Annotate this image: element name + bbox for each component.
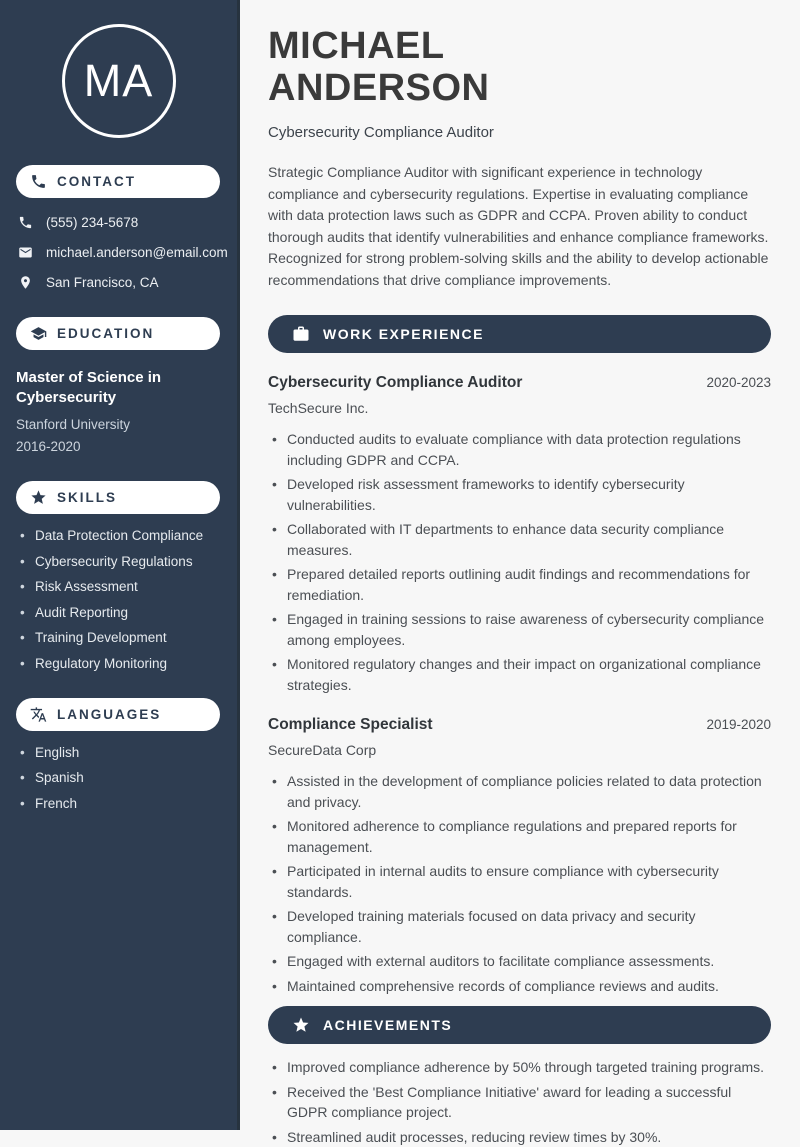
location-text: San Francisco, CA	[46, 275, 159, 290]
star-icon	[292, 1016, 310, 1034]
job-bullet: • Developed risk assessment frameworks to identify cybersecurity vulnerabilities.	[268, 474, 771, 515]
skill-item: • Regulatory Monitoring	[18, 657, 221, 671]
language-item: • Spanish	[18, 771, 221, 785]
job-entry-1	[268, 374, 771, 695]
achievements-title: ACHIEVEMENTS	[323, 1017, 452, 1033]
achievements-list	[268, 1057, 771, 1147]
job-header	[268, 374, 771, 392]
skill-item: • Risk Assessment	[18, 580, 221, 594]
location-pin-icon	[18, 275, 33, 290]
skills-section-title: SKILLS	[57, 490, 117, 505]
job-title: Cybersecurity Compliance Auditor	[268, 374, 522, 392]
job-bullet-list	[268, 771, 771, 996]
job-bullet: • Collaborated with IT departments to enhance data security compliance measures.	[268, 519, 771, 560]
skill-item: • Audit Reporting	[18, 606, 221, 620]
contact-email-row	[18, 245, 223, 260]
languages-section-header	[16, 698, 220, 731]
job-entry-2	[268, 716, 771, 996]
job-company: SecureData Corp	[268, 742, 771, 758]
job-dates: 2019-2020	[706, 717, 771, 732]
education-years: 2016-2020	[16, 439, 221, 454]
job-title-subtitle: Cybersecurity Compliance Auditor	[268, 124, 771, 141]
job-bullet: • Developed training materials focused on data privacy and security compliance.	[268, 906, 771, 947]
contact-section-title: CONTACT	[57, 174, 136, 189]
job-bullet: • Monitored regulatory changes and their impact on organizational compliance strategies.	[268, 654, 771, 695]
job-company: TechSecure Inc.	[268, 400, 771, 416]
languages-list	[18, 746, 221, 811]
job-header	[268, 716, 771, 734]
job-bullet: • Engaged in training sessions to raise awareness of cybersecurity compliance among employees.	[268, 609, 771, 650]
education-entry	[16, 368, 221, 454]
job-bullet: • Monitored adherence to compliance regulations and prepared reports for management.	[268, 816, 771, 857]
job-title: Compliance Specialist	[268, 716, 433, 734]
contact-phone-row	[18, 215, 223, 230]
language-item: • French	[18, 797, 221, 811]
main-content	[240, 0, 800, 1130]
page-title	[268, 25, 771, 109]
skill-item: • Cybersecurity Regulations	[18, 555, 221, 569]
name-first: MICHAEL	[268, 25, 771, 67]
skills-list	[18, 529, 221, 671]
job-bullet: • Assisted in the development of compliance policies related to data protection and privacy.	[268, 771, 771, 812]
professional-summary: Strategic Compliance Auditor with significant experience in technology compliance and cybersecurity regulations. Expertise in evaluating compliance with data protection laws such as GDPR and CCPA. Proven ability to conduct thorough audits that identify vulnerabilities and enhance compliance frameworks. Recognized for strong problem-solving skills and the ability to develop actionable recommendations that drive compliance improvements.	[268, 162, 771, 291]
skill-item: • Data Protection Compliance	[18, 529, 221, 543]
star-icon	[30, 489, 47, 506]
language-item: • English	[18, 746, 221, 760]
achievement-bullet: • Improved compliance adherence by 50% through targeted training programs.	[268, 1057, 771, 1078]
contact-section-header	[16, 165, 220, 198]
phone-icon	[30, 173, 47, 190]
job-bullet: • Engaged with external auditors to facilitate compliance assessments.	[268, 951, 771, 972]
briefcase-icon	[292, 325, 310, 343]
job-bullet: • Participated in internal audits to ensure compliance with cybersecurity standards.	[268, 861, 771, 902]
phone-number: (555) 234-5678	[46, 215, 138, 230]
skill-item: • Training Development	[18, 631, 221, 645]
job-dates: 2020-2023	[706, 375, 771, 390]
education-section-header	[16, 317, 220, 350]
achievement-bullet: • Streamlined audit processes, reducing review times by 30%.	[268, 1127, 771, 1147]
work-experience-title: WORK EXPERIENCE	[323, 326, 484, 342]
job-bullet: • Conducted audits to evaluate compliance with data protection regulations including GDPR and CCPA.	[268, 429, 771, 470]
work-experience-section-header	[268, 315, 771, 353]
education-section-title: EDUCATION	[57, 326, 154, 341]
phone-icon	[18, 215, 33, 230]
sidebar	[0, 0, 240, 1130]
languages-section-title: LANGUAGES	[57, 707, 161, 722]
graduation-cap-icon	[30, 325, 47, 342]
job-bullet-list	[268, 429, 771, 695]
avatar-initials: MA	[84, 55, 154, 107]
education-degree: Master of Science in Cybersecurity	[16, 368, 221, 408]
email-address: michael.anderson@email.com	[46, 245, 228, 260]
contact-list	[18, 215, 223, 290]
job-bullet: • Prepared detailed reports outlining audit findings and recommendations for remediation.	[268, 564, 771, 605]
name-last: ANDERSON	[268, 67, 771, 109]
job-bullet: • Maintained comprehensive records of compliance reviews and audits.	[268, 976, 771, 997]
translate-icon	[30, 706, 47, 723]
education-school: Stanford University	[16, 417, 221, 432]
skills-section-header	[16, 481, 220, 514]
mail-icon	[18, 245, 33, 260]
achievement-bullet: • Received the 'Best Compliance Initiative' award for leading a successful GDPR compliance project.	[268, 1082, 771, 1123]
achievements-section-header	[268, 1006, 771, 1044]
avatar	[62, 24, 176, 138]
contact-location-row	[18, 275, 223, 290]
